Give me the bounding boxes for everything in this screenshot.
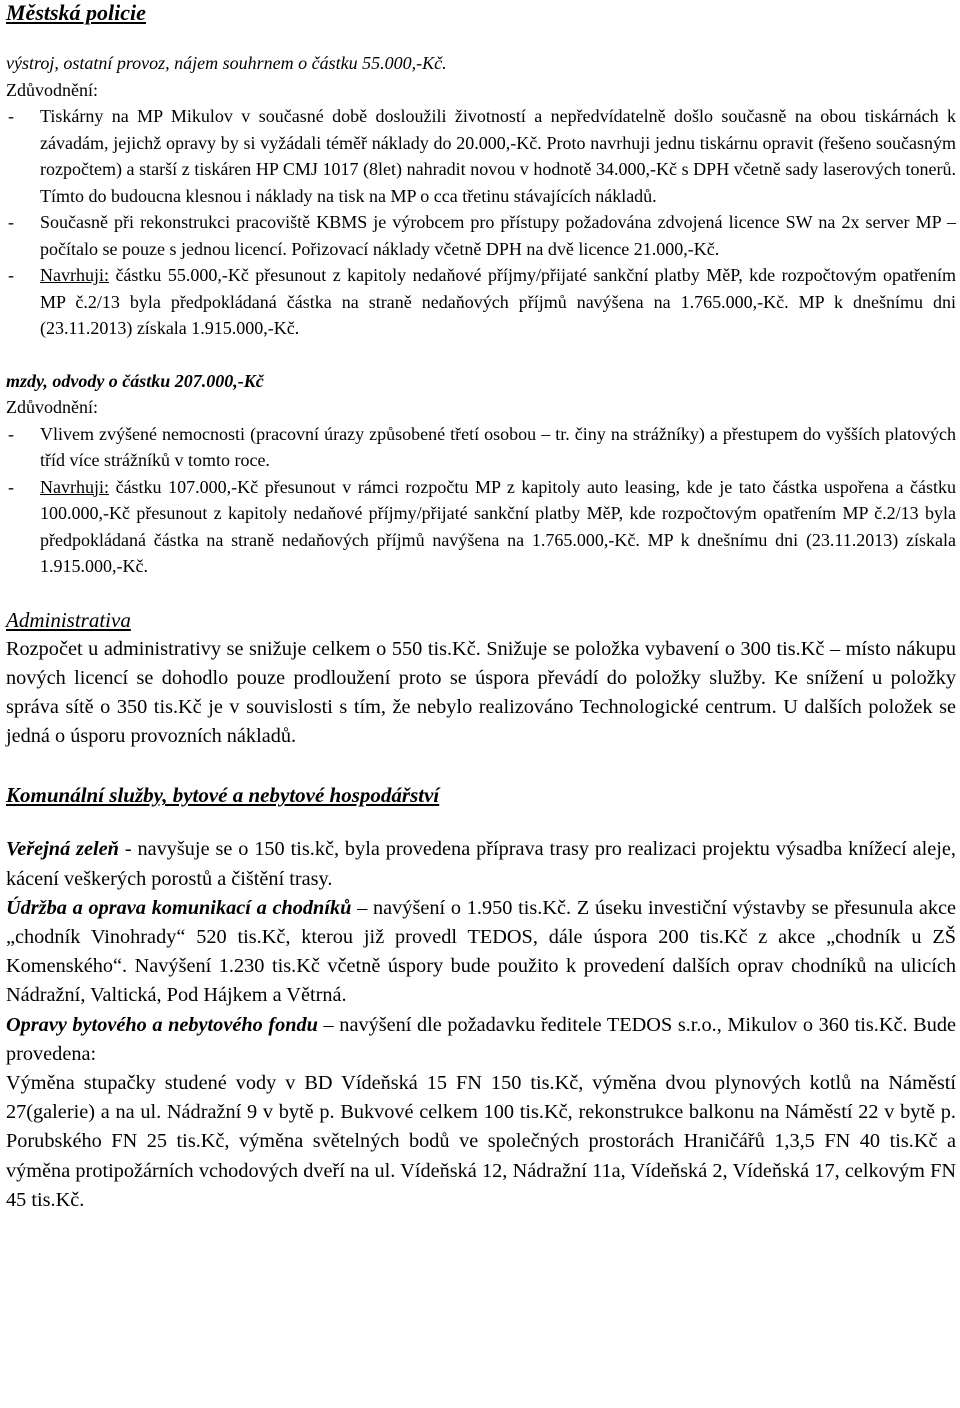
zelen-text: - navyšuje se o 150 tis.kč, byla provedena příprava trasy pro realizaci projektu výsadba knížecí aleje, kácení veškerých porostů a čištění trasy.: [6, 838, 956, 890]
bullet-dash: -: [8, 106, 14, 126]
vystroj-bullet-1: [6, 103, 956, 209]
mzdy-reason-label: Zdůvodnění:: [6, 397, 98, 417]
bullet-dash: -: [8, 265, 14, 285]
proposal-text: [40, 262, 956, 342]
opravy-paragraph: [6, 1011, 956, 1069]
vystroj-bullet-2: [6, 209, 956, 262]
bullet-text: Tiskárny na MP Mikulov v současné době dosloužili životností a nepředvídatelně došlo současně na obou tiskárnách k závadám, jejichž opravy by si vyžádali téměř náklady do 20.000,-Kč. Proto navrhuji jednu tiskárnu opravit (řešeno současným rozpočtem) a starší z tiskáren HP CMJ 1017 (8let) nahradit novou v hodnotě 34.000,-Kč s DPH včetně sady laserových tonerů. Tímto do budoucna klesnou i náklady na tisk na MP o cca třetinu stávajících nákladů.: [40, 106, 956, 206]
proposal-body: částku 107.000,-Kč přesunout v rámci rozpočtu MP z kapitoly auto leasing, kde je tato částka uspořena a částku 100.000,-Kč přesunout z kapitoly nedaňové příjmy/přijaté sankční platby MěP, kde rozpočtovým opatřením MP č.2/13 byla předpokládaná částka na straně nedaňových příjmů navýšena na 1.765.000,-Kč. MP k dnešnímu dni (23.11.2013) získala 1.915.000,-Kč.: [40, 476, 956, 576]
bullet-dash: -: [8, 423, 14, 444]
opravy-detail: Výměna stupačky studené vody v BD Vídeňská 15 FN 150 tis.Kč, výměna dvou plynových kotlů na Náměstí 27(galerie) a na ul. Nádražní 9 v bytě p. Bukvové celkem 100 tis.Kč, rekonstrukce balkonu na Náměstí 22 v bytě p. Porubského FN 25 tis.Kč, výměna světelných bodů ve společných prostorách Hraničářů 1,3,5 FN 40 tis.Kč a výměna protipožárních vchodových dveří na ul. Vídeňská 12, Nádražní 11a, Vídeňská 2, Vídeňská 17, celkovým FN 45 tis.Kč.: [6, 1071, 956, 1211]
udrzba-paragraph: [6, 894, 956, 1011]
mzdy-heading: mzdy, odvody o částku 207.000,-Kč: [6, 370, 264, 391]
section-komunalni: [6, 781, 956, 1215]
document-page: [6, 0, 956, 1215]
section-vystroj: [6, 50, 956, 342]
section-administrativa: [6, 606, 956, 752]
bullet-text: Vlivem zvýšené nemocnosti (pracovní úrazy způsobené třetí osobou – tr. činy na strážníky) a přestupem do vyšších platových tříd více strážníků v tomto roce.: [40, 423, 956, 470]
administrativa-text: Rozpočet u administrativy se snižuje celkem o 550 tis.Kč. Snižuje se položka vybavení o 300 tis.Kč – místo nákupu nových licencí se dohodlo pouze prodloužení proto se úspora převádí do položky služby. Ke snížení u položky správa sítě o 350 tis.Kč je v souvislosti s tím, že nebylo realizováno Technologické centrum. U dalších položek se jedná o úsporu provozních nákladů.: [6, 637, 956, 748]
mzdy-proposal: [6, 474, 956, 580]
udrzba-lead: Údržba a oprava komunikací a chodníků: [6, 896, 352, 919]
opravy-lead: Opravy bytového a nebytového fondu: [6, 1013, 318, 1036]
zelen-paragraph: [6, 835, 956, 893]
bullet-dash: -: [8, 212, 14, 232]
proposal-text: [40, 474, 956, 580]
section-title-mestska-policie: Městská policie: [6, 0, 146, 25]
mzdy-bullet-1: [6, 421, 956, 474]
bullet-dash: -: [8, 476, 14, 497]
zelen-lead: Veřejná zeleň: [6, 838, 119, 861]
vystroj-reason-label: Zdůvodnění:: [6, 79, 98, 100]
udrzba-text: – navýšení o 1.950 tis.Kč. Z úseku investiční výstavby se přesunula akce „chodník Vinohrady“ 520 tis.Kč, kterou již provedl TEDOS, dále úspora 200 tis.Kč z akce „chodník u ZŠ Komenského“. Navýšení 1.230 tis.Kč včetně úspory bude použito k provedení dalších oprav chodníků na ulicích Nádražní, Valtická, Pod Hájkem a Větrná.: [6, 896, 956, 1007]
section-mzdy: [6, 368, 956, 580]
vystroj-proposal: [6, 262, 956, 342]
administrativa-heading: Administrativa: [6, 607, 131, 632]
vystroj-heading: výstroj, ostatní provoz, nájem souhrnem o částku 55.000,-Kč.: [6, 53, 447, 73]
proposal-label: Navrhuji:: [40, 476, 109, 497]
proposal-body: částku 55.000,-Kč přesunout z kapitoly nedaňové příjmy/přijaté sankční platby MěP, kde rozpočtovým opatřením MP č.2/13 byla předpokládaná částka na straně nedaňových příjmů navýšena na 1.765.000,-Kč. MP k dnešnímu dni (23.11.2013) získala 1.915.000,-Kč.: [40, 265, 956, 338]
komunalni-heading: Komunální služby, bytové a nebytové hospodářství: [6, 783, 440, 808]
bullet-text: Současně při rekonstrukci pracoviště KBMS je výrobcem pro přístupy požadována zdvojená licence SW na 2x server MP – počítalo se pouze s jednou licencí. Pořizovací náklady včetně DPH na dvě licence 21.000,-Kč.: [40, 212, 956, 259]
proposal-label: Navrhuji:: [40, 265, 109, 285]
opravy-text: – navýšení dle požadavku ředitele TEDOS s.r.o., Mikulov o 360 tis.Kč. Bude provedena:: [6, 1013, 956, 1065]
